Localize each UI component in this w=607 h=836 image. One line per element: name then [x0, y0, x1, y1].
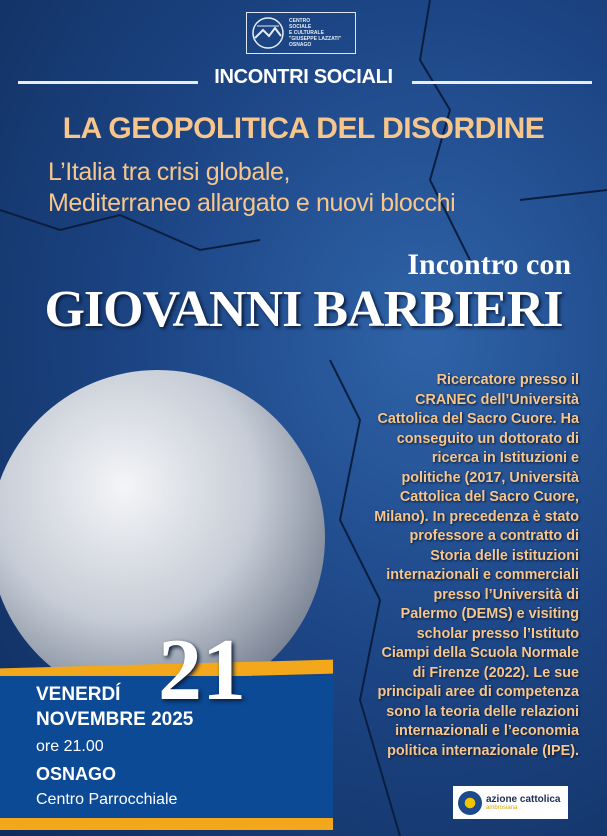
bio-line: ricerca in Istituzioni e	[431, 450, 579, 466]
logo-line: CENTRO	[289, 18, 311, 24]
event-day: 21	[158, 622, 246, 719]
bio-line: Cattolica del Sacro Cuore. Ha	[377, 411, 579, 427]
event-venue: Centro Parrocchiale	[36, 791, 178, 808]
speaker-bio	[309, 371, 579, 761]
event-time: ore 21.00	[36, 738, 104, 755]
bio-line: di Firenze (2022). Le sue	[412, 664, 579, 681]
speaker-name: GIOVANNI BARBIERI	[44, 281, 563, 338]
bio-line: Ricercatore presso il	[436, 372, 579, 388]
bio-line: internazionali e commerciali	[386, 567, 579, 583]
logo-line: "GIUSEPPE LAZZATI"	[289, 36, 342, 42]
section-label: INCONTRI SOCIALI	[214, 66, 393, 88]
bio-line: principali aree di competenza	[377, 684, 579, 700]
subtitle-line: L’Italia tra crisi globale,	[48, 158, 291, 186]
logo-line: OSNAGO	[289, 42, 312, 48]
accent-bar	[0, 818, 333, 830]
bio-line: Ciampi della Scuola Normale	[381, 645, 579, 661]
event-month-year: NOVEMBRE 2025	[36, 709, 194, 730]
bio-line: internazionali e l’economia	[395, 723, 579, 739]
bio-line: sono la teoria delle relazioni	[386, 703, 579, 720]
bio-line: professore a contratto di	[409, 528, 579, 544]
azione-cattolica-logo	[453, 786, 568, 819]
logo-line: E CULTURALE	[289, 30, 324, 36]
subtitle-line: Mediterraneo allargato e nuovi blocchi	[48, 189, 456, 217]
event-title: LA GEOPOLITICA DEL DISORDINE	[62, 112, 545, 145]
bio-line: Milano). In precedenza è stato	[374, 508, 579, 525]
logo-line: SOCIALE	[289, 24, 312, 30]
bio-line: politica internazionale (IPE).	[387, 742, 579, 759]
bio-line: Storia delle istituzioni	[430, 547, 579, 564]
intro-label: Incontro con	[407, 248, 571, 281]
sponsor-sub: ambrosiana	[486, 805, 518, 811]
divider	[412, 81, 592, 84]
mountain-sun-icon	[251, 16, 285, 50]
bio-line: CRANEC dell’Università	[415, 391, 579, 408]
event-town: OSNAGO	[36, 764, 117, 784]
sun-cross-icon	[458, 791, 482, 815]
bio-line: Palermo (DEMS) e visiting	[400, 606, 579, 622]
bio-line: scholar presso l’Istituto	[416, 625, 579, 642]
bio-line: politiche (2017, Università	[401, 469, 579, 486]
bio-line: presso l’Università di	[433, 586, 579, 603]
divider	[18, 81, 198, 84]
bio-line: Cattolica del Sacro Cuore,	[399, 489, 579, 505]
section-header	[0, 66, 607, 89]
sponsor-name: azione cattolica	[486, 794, 561, 805]
bio-line: conseguito un dottorato di	[396, 430, 579, 447]
event-subtitle	[48, 157, 455, 219]
centro-sociale-logo	[246, 12, 356, 54]
event-weekday: VENERDÍ	[36, 684, 121, 705]
